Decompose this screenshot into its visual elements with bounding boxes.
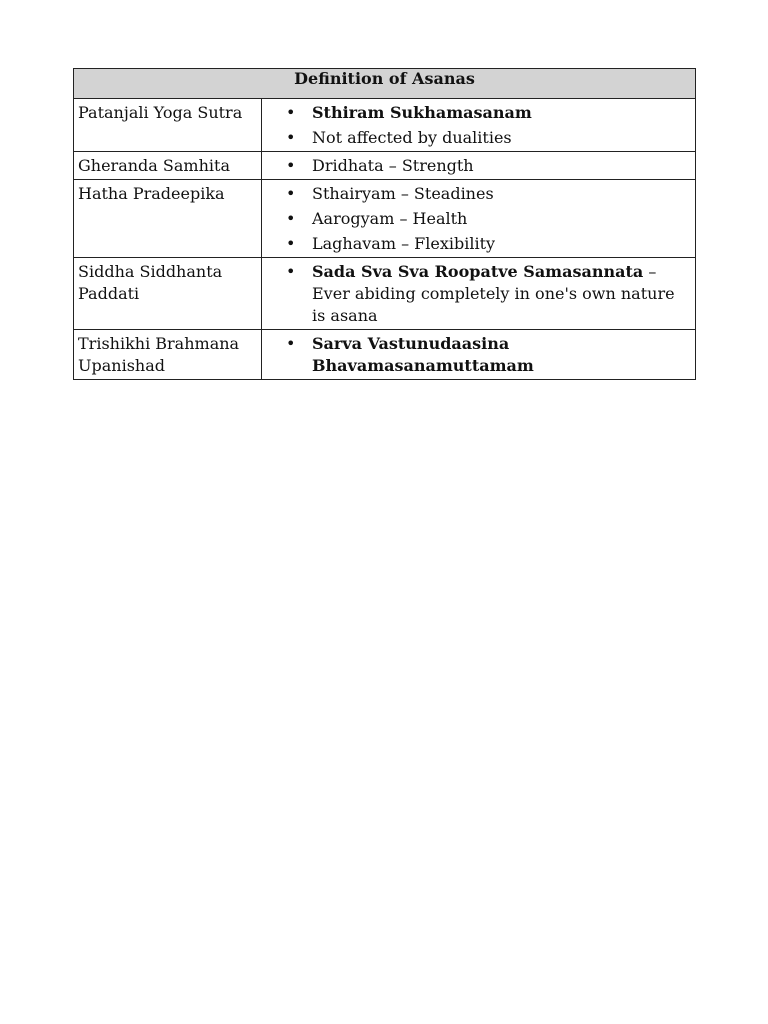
term-text: Laghavam – Flexibility xyxy=(312,234,496,253)
term-text: – Ever abiding completely in one's own nature is asana xyxy=(312,262,675,325)
table-row xyxy=(74,180,696,258)
definition-cell xyxy=(262,180,696,258)
term-text: Aarogyam – Health xyxy=(312,209,468,228)
definition-cell xyxy=(262,99,696,152)
source-cell: Trishikhi Brahmana Upanishad xyxy=(74,330,262,380)
definition-cell xyxy=(262,152,696,180)
table-row xyxy=(74,330,696,380)
source-cell: Gheranda Samhita xyxy=(74,152,262,180)
list-item xyxy=(286,333,683,377)
source-cell: Patanjali Yoga Sutra xyxy=(74,99,262,152)
source-cell: Siddha Siddhanta Paddati xyxy=(74,258,262,330)
definition-list xyxy=(286,183,683,255)
list-item xyxy=(286,155,683,177)
table-header-row xyxy=(74,69,696,99)
list-item xyxy=(286,261,683,327)
table-row xyxy=(74,258,696,330)
list-item xyxy=(286,127,683,149)
definition-cell xyxy=(262,258,696,330)
source-cell: Hatha Pradeepika xyxy=(74,180,262,258)
list-item xyxy=(286,233,683,255)
bold-term: Sada Sva Sva Roopatve Samasannata xyxy=(312,262,644,281)
term-text: Dridhata – Strength xyxy=(312,156,474,175)
definition-cell xyxy=(262,330,696,380)
table-title: Definition of Asanas xyxy=(74,69,696,99)
term-text: Not affected by dualities xyxy=(312,128,512,147)
asana-definition-table xyxy=(73,68,696,380)
term-text: Sthairyam – Steadines xyxy=(312,184,494,203)
list-item xyxy=(286,183,683,205)
bold-term: Sarva Vastunudaasina Bhavamasanamuttamam xyxy=(312,334,534,375)
table-row xyxy=(74,152,696,180)
list-item xyxy=(286,208,683,230)
list-item xyxy=(286,102,683,124)
definition-list xyxy=(286,155,683,177)
bold-term: Sthiram Sukhamasanam xyxy=(312,103,532,122)
definition-list xyxy=(286,333,683,377)
definition-list xyxy=(286,102,683,149)
table-row xyxy=(74,99,696,152)
definition-list xyxy=(286,261,683,327)
